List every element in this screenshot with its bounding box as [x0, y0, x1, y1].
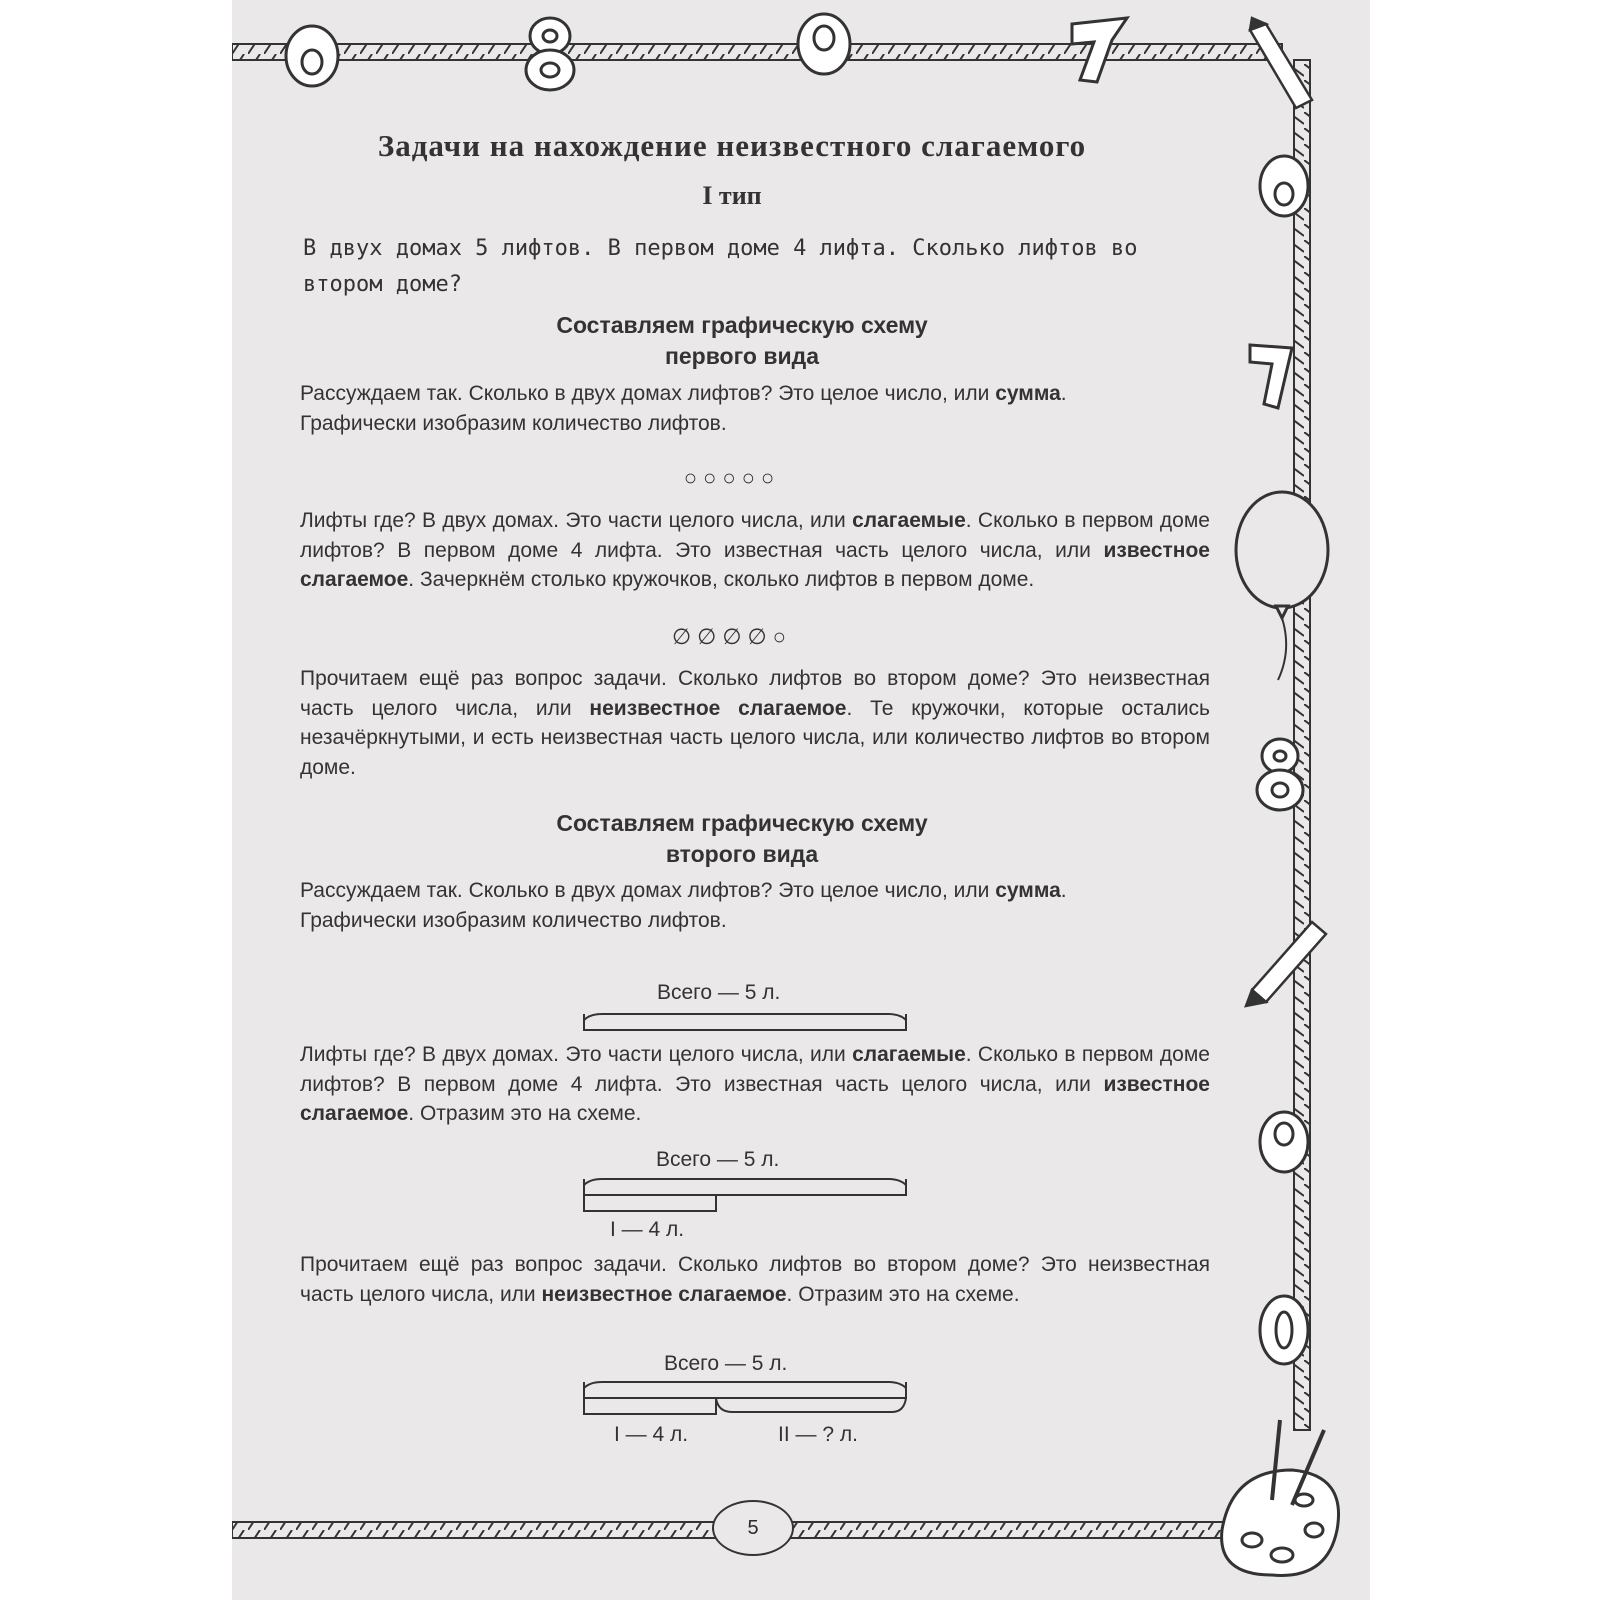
digit-nine-icon — [1260, 1112, 1308, 1172]
digit-six-icon — [1260, 156, 1308, 216]
scheme-part-one-label: I — 4 л. — [610, 1218, 685, 1241]
crossed-circles-figure: ∅∅∅∅○ — [672, 624, 792, 649]
scheme-part-one-label: I — 4 л. — [614, 1423, 689, 1446]
scheme-whole-bar — [582, 1010, 912, 1036]
scheme-total-label: Всего — 5 л. — [664, 1352, 788, 1375]
scheme-part-two-label: II — ? л. — [778, 1423, 858, 1446]
scheme-total-label: Всего — 5 л. — [656, 1148, 780, 1171]
unknown-part-paragraph: Прочитаем ещё раз вопрос задачи. Сколько лифтов во втором доме? Это неизвестная часть целого числа, или неизвестное слагаемое. Отразим это на схеме. — [300, 1253, 1210, 1306]
page-number: 5 — [712, 1500, 794, 1556]
digit-eight-icon — [526, 18, 574, 90]
reasoning-paragraph: Рассуждаем так. Сколько в двух домах лифтов? Это целое число, или сумма. Графически изобразим количество лифтов. — [300, 382, 1067, 435]
section-heading-first — [292, 310, 1192, 372]
section-heading-line: Составляем графическую схему — [556, 312, 928, 338]
unknown-part-paragraph: Прочитаем ещё раз вопрос задачи. Сколько лифтов во втором доме? Это неизвестная часть целого числа, или неизвестное слагаемое. Те кружочки, которые остались незачёркнутыми, и есть неизвестная часть целого числа, или количество лифтов во втором доме. — [300, 667, 1211, 779]
pencil-icon — [1246, 922, 1326, 1006]
section-heading-line: Составляем графическую схему — [556, 810, 928, 836]
section-heading-line: первого вида — [664, 343, 819, 369]
section-type-heading: I тип — [702, 181, 762, 210]
digit-nine-icon — [798, 14, 850, 74]
reasoning-paragraph: Рассуждаем так. Сколько в двух домах лифтов? Это целое число, или сумма. Графически изобразим количество лифтов. — [300, 879, 1067, 932]
scheme-two-parts-bar — [582, 1378, 912, 1418]
digit-zero-icon — [1260, 1296, 1308, 1364]
paint-palette-icon — [1222, 1420, 1339, 1575]
five-circles-figure: ○○○○○ — [683, 465, 781, 490]
section-heading-second — [292, 808, 1192, 870]
balloon-icon — [1236, 492, 1328, 680]
workbook-page — [232, 0, 1370, 1600]
problem-statement: В двух домах 5 лифтов. В первом доме 4 лифта. Сколько лифтов во втором доме? — [303, 236, 1138, 297]
scheme-total-label: Всего — 5 л. — [657, 981, 781, 1004]
page-title: Задачи на нахождение неизвестного слагаемого — [377, 128, 1087, 163]
digit-seven-icon — [1250, 345, 1292, 408]
scheme-known-part-bar — [582, 1175, 912, 1215]
section-heading-line: второго вида — [665, 841, 819, 867]
digit-eight-icon — [1257, 739, 1303, 810]
parts-paragraph: Лифты где? В двух домах. Это части целого числа, или слагаемые. Сколько в первом доме лифтов? В первом доме 4 лифта. Это известная часть целого числа, или известное слагаемое. Отразим это на схеме. — [300, 1043, 1210, 1125]
parts-paragraph: Лифты где? В двух домах. Это части целого числа, или слагаемые. Сколько в первом доме лифтов? В первом доме 4 лифта. Это известная часть целого числа, или известное слагаемое. Зачеркнём столько кружочков, сколько лифтов в первом доме. — [300, 509, 1210, 591]
digit-six-icon — [286, 26, 338, 86]
